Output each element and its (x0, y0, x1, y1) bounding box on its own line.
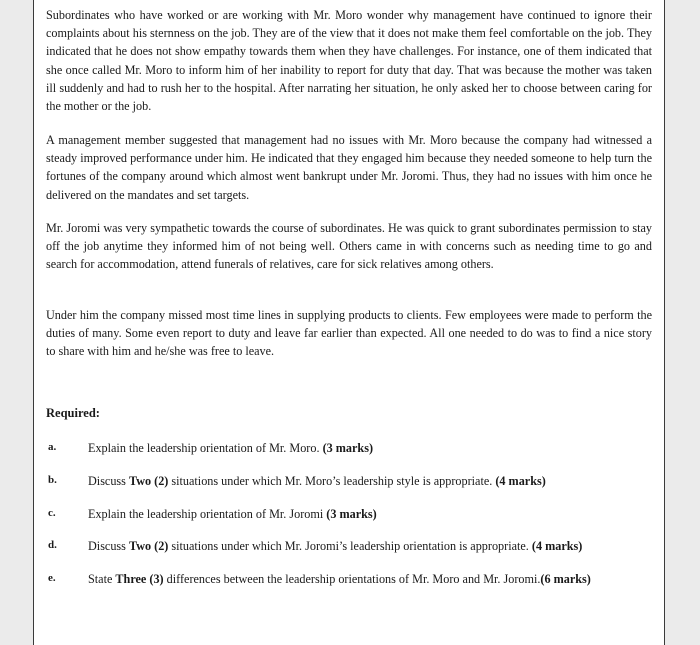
paragraph-joromi-sympathy: Mr. Joromi was very sympathetic towards the course of subordinates. He was quick to grant subordinates permission to stay off the job anytime they informed him of not being well. Others came in with concerns such as needing time to go and search for accommodation, attend funerals of relatives, care for sick relatives among others. (46, 221, 652, 272)
paragraph-management-view: A management member suggested that management had no issues with Mr. Moro because the company had witnessed a steady improved performance under him. He indicated that they engaged him because they needed someone to help turn the fortunes of the company around which almost went bankrupt under Mr. Joromi. Thus, they had no issues with him once he delivered on the mandates and set targets. (46, 133, 652, 202)
paragraph-moro-sternness: Subordinates who have worked or are working with Mr. Moro wonder why management have continued to ignore their complaints about his sternness on the job. They are of the view that it does not make them feel comfortable on the job. They indicated that he does not show empathy towards them when they have challenges. For instance, one of them indicated that she once called Mr. Moro to inform him of her inability to report for duty that day. That was because the mother was taken ill suddenly and had to rush her to the hospital. After narrating her situation, he only asked her to choose between caring for the mother or the job. (46, 8, 652, 114)
question-letter: a. (48, 441, 57, 453)
question-marks: (3 marks) (326, 507, 377, 521)
question-body: Explain the leadership orientation of Mr. Joromi (88, 507, 327, 521)
question-marks: (4 marks) (495, 474, 546, 488)
question-count: Two (2) (128, 539, 169, 553)
question-count: Two (2) (128, 474, 169, 488)
question-letter: e. (48, 572, 56, 584)
question-body-rest: situations under which Mr. Moro’s leadership style is appropriate. (168, 474, 496, 488)
question-text (88, 507, 377, 522)
question-marks: (6 marks) (540, 572, 591, 586)
question-text (88, 572, 591, 587)
required-heading: Required: (46, 406, 100, 420)
question-body: State (88, 572, 116, 586)
paragraph-missed-timelines: Under him the company missed most time lines in supplying products to clients. Few employees were made to perform the duties of many. Some even report to duty and leave far earlier than expected. All one needed to do was to find a nice story to share with him and he/she was free to leave. (46, 308, 652, 359)
question-body-rest: differences between the leadership orientations of Mr. Moro and Mr. Joromi. (163, 572, 541, 586)
question-count: Three (3) (115, 572, 164, 586)
question-body: Explain the leadership orientation of Mr. Moro. (88, 441, 323, 455)
question-letter: b. (48, 474, 57, 486)
question-body: Discuss (88, 474, 129, 488)
question-marks: (3 marks) (322, 441, 373, 455)
document-page (33, 0, 665, 645)
question-body-rest: situations under which Mr. Joromi’s leadership orientation is appropriate. (168, 539, 532, 553)
question-text (88, 474, 546, 489)
question-text (88, 441, 373, 456)
question-letter: c. (48, 507, 56, 519)
question-marks: (4 marks) (531, 539, 583, 553)
question-text (88, 539, 582, 554)
question-body: Discuss (88, 539, 129, 553)
question-letter: d. (48, 539, 57, 551)
